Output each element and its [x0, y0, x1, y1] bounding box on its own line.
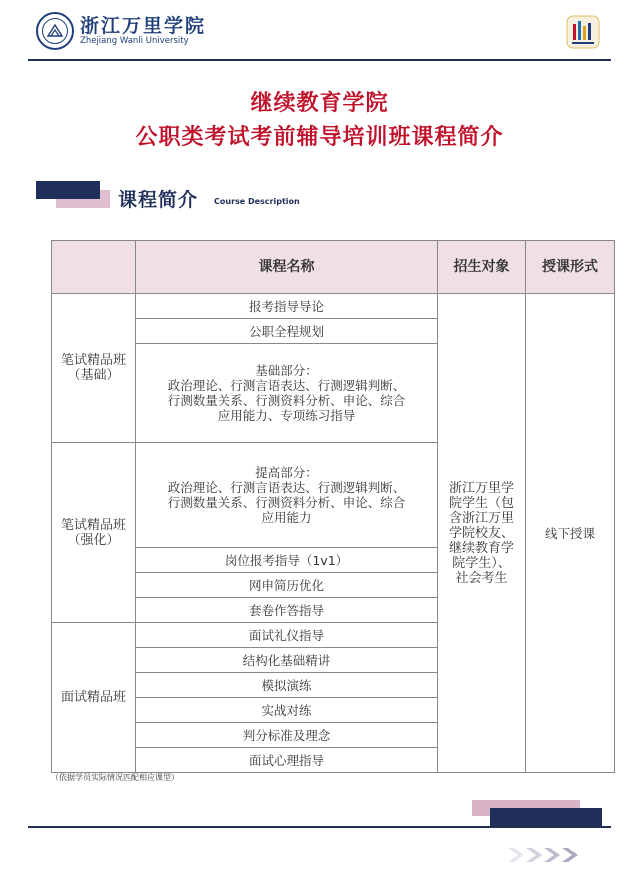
- course-cell: [136, 319, 438, 344]
- course-line: 应用能力、专项练习指导: [217, 408, 356, 423]
- course-line: 结构化基础精讲: [242, 652, 331, 668]
- course-cell: [136, 548, 438, 573]
- document-title-line2: 公职类考试考前辅导培训班课程简介: [135, 125, 504, 150]
- course-cell: [136, 598, 438, 623]
- target-line: 浙江万里学: [448, 480, 514, 496]
- course-line: 判分标准及理念: [242, 727, 331, 743]
- category-line: （强化）: [67, 532, 120, 548]
- course-cell: [136, 648, 438, 673]
- header-divider: [28, 59, 611, 61]
- course-line: 公职全程规划: [248, 323, 324, 339]
- course-line: 提高部分：: [255, 465, 318, 480]
- category-interview: [52, 623, 136, 773]
- course-line: 套卷作答指导: [248, 602, 324, 618]
- category-line: 笔试精品班: [60, 517, 126, 533]
- target-line: 社会考生: [455, 570, 508, 586]
- course-table: [51, 240, 615, 773]
- university-seal-icon: [36, 12, 74, 50]
- header-cell-course-name: 课程名称: [136, 241, 438, 294]
- course-line: 面试心理指导: [248, 752, 324, 768]
- section-decor-dark: [36, 181, 100, 199]
- target-line: 院学生）、: [452, 555, 511, 571]
- course-cell: [136, 344, 438, 443]
- course-line: 行测数量关系、行测资料分析、申论、综合: [167, 495, 406, 510]
- footnote: （依据学员实际情况匹配相应课型）: [51, 773, 179, 782]
- course-cell: [136, 443, 438, 548]
- course-cell: [136, 723, 438, 748]
- course-cell: [136, 748, 438, 773]
- target-cell: [438, 294, 526, 773]
- course-line: 岗位报考指导（1v1）: [224, 552, 349, 568]
- category-line: 面试精品班: [60, 690, 126, 705]
- footer-divider: [28, 826, 611, 828]
- footer-decor-dark: [490, 808, 602, 828]
- category-advanced: [52, 443, 136, 623]
- course-cell: [136, 294, 438, 319]
- course-line: 政治理论、行测言语表达、行测逻辑判断、: [167, 378, 406, 393]
- chevron-right-icon: [506, 846, 600, 864]
- header-cell-empty: [52, 241, 136, 294]
- course-line: 面试礼仪指导: [248, 627, 324, 643]
- course-line: 模拟演练: [261, 677, 312, 693]
- table-row: [52, 294, 615, 319]
- course-cell: [136, 573, 438, 598]
- course-line: 基础部分：: [255, 363, 318, 378]
- course-line: 行测数量关系、行测资料分析、申论、综合: [167, 393, 406, 408]
- course-cell: [136, 623, 438, 648]
- header-cell-format: 授课形式: [526, 241, 615, 294]
- section-subtitle: Course Description: [214, 197, 300, 206]
- section-title: 课程简介: [118, 189, 199, 211]
- document-title-line1: 继续教育学院: [250, 91, 389, 116]
- course-line: 网申简历优化: [248, 577, 324, 593]
- target-line: 继续教育学: [448, 540, 514, 556]
- continuing-education-logo-icon: [565, 14, 601, 50]
- course-cell: [136, 673, 438, 698]
- table-header-row: [52, 241, 615, 294]
- university-name-en: Zhejiang Wanli University: [80, 36, 189, 46]
- category-line: （基础）: [67, 368, 120, 383]
- target-line: 含浙江万里: [448, 510, 514, 526]
- format-cell: 线下授课: [526, 294, 615, 773]
- target-line: 学院校友、: [448, 525, 514, 541]
- university-name-cn: 浙江万里学院: [80, 15, 207, 37]
- target-line: 院学生（包: [448, 495, 514, 511]
- course-line: 应用能力: [261, 510, 312, 525]
- university-logo: [36, 12, 206, 50]
- course-line: 政治理论、行测言语表达、行测逻辑判断、: [167, 480, 406, 495]
- category-basic: [52, 294, 136, 443]
- course-cell: [136, 698, 438, 723]
- course-line: 实战对练: [261, 702, 312, 718]
- header-cell-target: 招生对象: [438, 241, 526, 294]
- course-line: 报考指导导论: [248, 298, 324, 314]
- category-line: 笔试精品班: [60, 353, 126, 368]
